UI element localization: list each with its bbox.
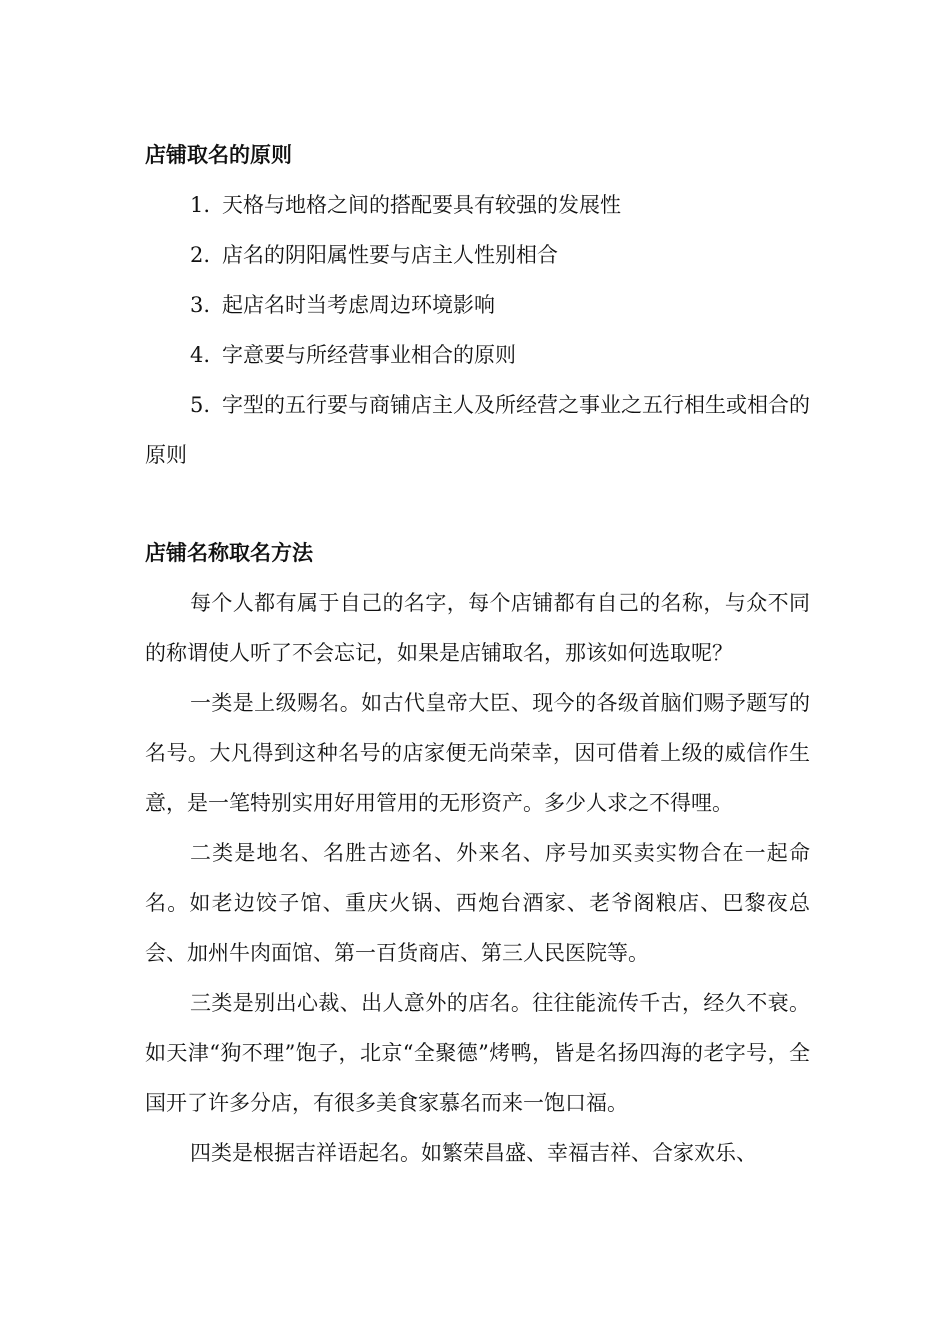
body-paragraph: 每个人都有属于自己的名字，每个店铺都有自己的名称，与众不同的称谓使人听了不会忘记，如果是店铺取名，那该如何选取呢？ (145, 591, 810, 665)
body-paragraph: 四类是根据吉祥语起名。如繁荣昌盛、幸福吉祥、合家欢乐、 (190, 1141, 757, 1165)
list-text: 天格与地格之间的搭配要具有较强的发展性 (222, 193, 621, 217)
list-item (145, 280, 810, 330)
section-title-naming-principles: 店铺取名的原则 (145, 143, 292, 167)
list-number: 1. (190, 193, 211, 217)
list-text: 起店名时当考虑周边环境影响 (222, 293, 495, 317)
body-paragraph: 三类是别出心裁、出人意外的店名。往往能流传千古，经久不衰。如天津“狗不理”饱子，北京“全聚德”烤鸭，皆是名扬四海的老字号，全国开了许多分店，有很多美食家慕名而来一饱口福。 (145, 991, 810, 1115)
list-text: 字意要与所经营事业相合的原则 (222, 343, 516, 367)
section-title-naming-methods: 店铺名称取名方法 (145, 541, 313, 565)
list-item (145, 330, 810, 380)
list-item (145, 380, 810, 480)
list-item (145, 230, 810, 280)
document-page (145, 130, 810, 1178)
body-paragraph: 一类是上级赐名。如古代皇帝大臣、现今的各级首脑们赐予题写的名号。大凡得到这种名号的店家便无尚荣幸，因可借着上级的威信作生意，是一笔特别实用好用管用的无形资产。多少人求之不得哩。 (145, 691, 810, 815)
section-gap (145, 480, 810, 528)
list-text: 店名的阴阳属性要与店主人性别相合 (222, 243, 558, 267)
list-number: 4. (190, 343, 211, 367)
list-number: 5. (190, 393, 211, 417)
list-item (145, 180, 810, 230)
list-number: 2. (190, 243, 211, 267)
body-paragraph: 二类是地名、名胜古迹名、外来名、序号加买卖实物合在一起命名。如老边饺子馆、重庆火锅、西炮台酒家、老爷阁粮店、巴黎夜总会、加州牛肉面馆、第一百货商店、第三人民医院等。 (145, 841, 810, 965)
list-number: 3. (190, 293, 211, 317)
list-text: 字型的五行要与商铺店主人及所经营之事业之五行相生或相合的原则 (145, 393, 810, 467)
